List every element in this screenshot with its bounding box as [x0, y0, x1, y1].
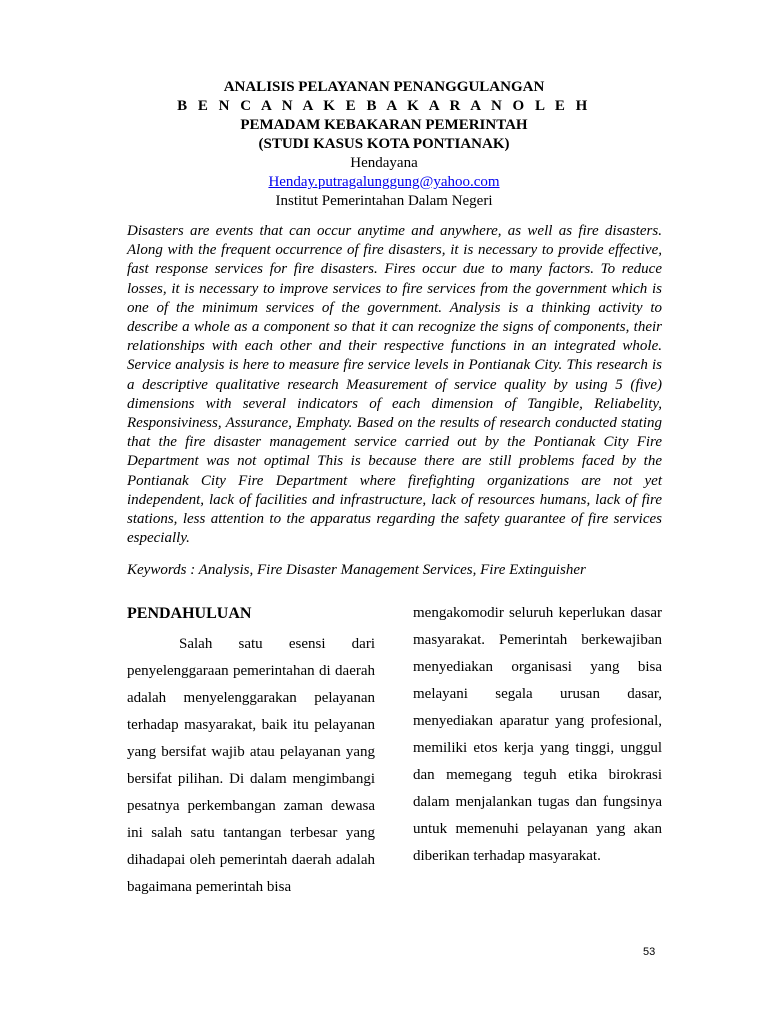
author-institution: Institut Pemerintahan Dalam Negeri	[275, 193, 493, 209]
left-column-first-line: Salah satu esensi dari	[179, 636, 375, 652]
author-name: Hendayana	[350, 155, 418, 171]
paper-title-line-1: ANALISIS PELAYANAN PENANGGULANGAN	[223, 79, 545, 95]
paper-title-line-4: (STUDI KASUS KOTA PONTIANAK)	[258, 136, 510, 152]
paper-title-line-2: B E N C A N A K E B A K A R A N O L E H	[177, 98, 591, 114]
page-number: 53	[643, 946, 656, 958]
left-column-text: penyelenggaraan pemerintahan di daerah adalah menyelenggarakan pelayanan terhadap masyarakat, baik itu pelayanan yang bersifat wajib atau pelayanan yang bersifat pilihan. Di dalam mengimbangi pesatnya perkembangan zaman dewasa ini salah satu tantangan terbesar yang dihadapai oleh pemerintah daerah adalah bagaimana pemerintah bisa	[127, 663, 375, 895]
author-email-link[interactable]: Henday.putragalunggung@yahoo.com	[268, 174, 500, 190]
abstract-text: Disasters are events that can occur anytime and anywhere, as well as fire disasters. Along with the frequent occurrence of fire disasters, it is necessary to provide effective, fast response services for fire disasters. Fires occur due to many factors. To reduce losses, it is necessary to improve services to fire services from the government which is one of the minimum services of the government. Analysis is a thinking activity to describe a whole as a component so that it can recognize the signs of components, their relationships with each other and their respective functions in an integrated whole. Service analysis is here to measure fire service levels in Pontianak City. This research is a descriptive qualitative research Measurement of service quality by using 5 (five) dimensions with several indicators of each dimension of Tangible, Reliabelity, Responsiviness, Assurance, Emphaty. Based on the results of research conducted stating that the fire disaster management service carried out by the Pontianak City Fire Department was not optimal This is because there are still problems faced by the Pontianak City Fire Department where firefighting organizations are not yet independent, lack of facilities and infrastructure, lack of resources humans, lack of fire stations, less attention to the apparatus regarding the safety guarantee of fire services especially.	[127, 223, 662, 547]
right-column-text: mengakomodir seluruh keperlukan dasar masyarakat. Pemerintah berkewajiban menyediakan organisasi yang bisa melayani segala urusan dasar, menyediakan aparatur yang profesional, memiliki etos kerja yang tinggi, unggul dan memegang teguh etika birokrasi dalam menjalankan tugas dan fungsinya untuk memenuhi pelayanan yang akan diberikan terhadap masyarakat.	[413, 605, 662, 864]
section-heading-pendahuluan: PENDAHULUAN	[127, 605, 252, 622]
keywords-line: Keywords : Analysis, Fire Disaster Management Services, Fire Extinguisher	[127, 562, 586, 578]
paper-header	[0, 78, 768, 211]
paper-title-line-3: PEMADAM KEBAKARAN PEMERINTAH	[240, 117, 528, 133]
